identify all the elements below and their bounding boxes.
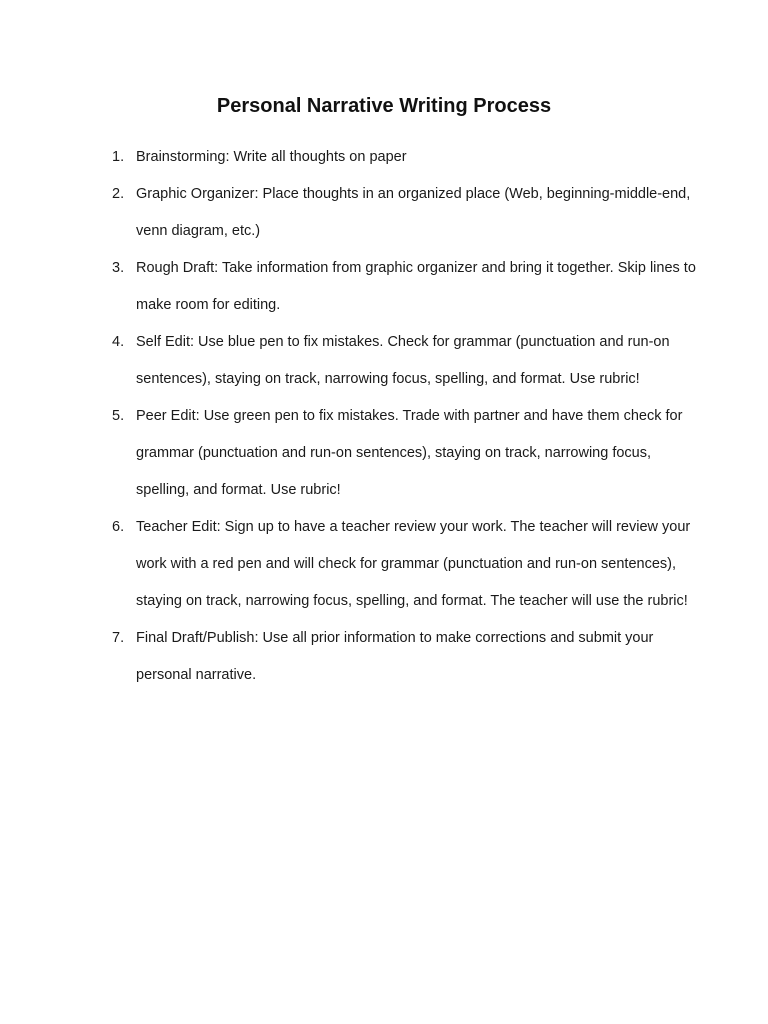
list-item-step-6 xyxy=(100,509,700,620)
step-number: 7. xyxy=(112,630,125,646)
list-item-step-3 xyxy=(100,250,700,324)
list-item-step-2 xyxy=(100,176,700,250)
step-text: Final Draft/Publish: Use all prior information to make corrections and submit your personal narrative. xyxy=(136,630,654,683)
step-text: Graphic Organizer: Place thoughts in an organized place (Web, beginning-middle-end, venn diagram, etc.) xyxy=(136,186,691,239)
list-item-step-1 xyxy=(100,139,700,176)
step-number: 6. xyxy=(112,519,125,535)
list-item-step-7 xyxy=(100,620,700,694)
page-title: Personal Narrative Writing Process xyxy=(216,95,552,117)
step-number: 4. xyxy=(112,334,125,350)
step-text: Rough Draft: Take information from graphic organizer and bring it together. Skip lines to make room for editing. xyxy=(136,260,696,313)
steps-list xyxy=(100,139,700,694)
step-text: Brainstorming: Write all thoughts on paper xyxy=(136,149,407,165)
step-number: 5. xyxy=(112,408,125,424)
list-item-step-5 xyxy=(100,398,700,509)
step-text: Self Edit: Use blue pen to fix mistakes. Check for grammar (punctuation and run-on sentences), staying on track, narrowing focus, spelling, and format. Use rubric! xyxy=(136,334,670,387)
list-item-step-4 xyxy=(100,324,700,398)
step-text: Peer Edit: Use green pen to fix mistakes. Trade with partner and have them check for grammar (punctuation and run-on sentences), staying on track, narrowing focus, spelling, and format. Use rubric! xyxy=(136,408,683,498)
step-number: 3. xyxy=(112,260,125,276)
step-number: 1. xyxy=(112,149,125,165)
step-text: Teacher Edit: Sign up to have a teacher review your work. The teacher will review your work with a red pen and will check for grammar (punctuation and run-on sentences), staying on track, narrowing focus, spelling, and format. The teacher will use the rubric! xyxy=(136,519,691,609)
step-number: 2. xyxy=(112,186,125,202)
